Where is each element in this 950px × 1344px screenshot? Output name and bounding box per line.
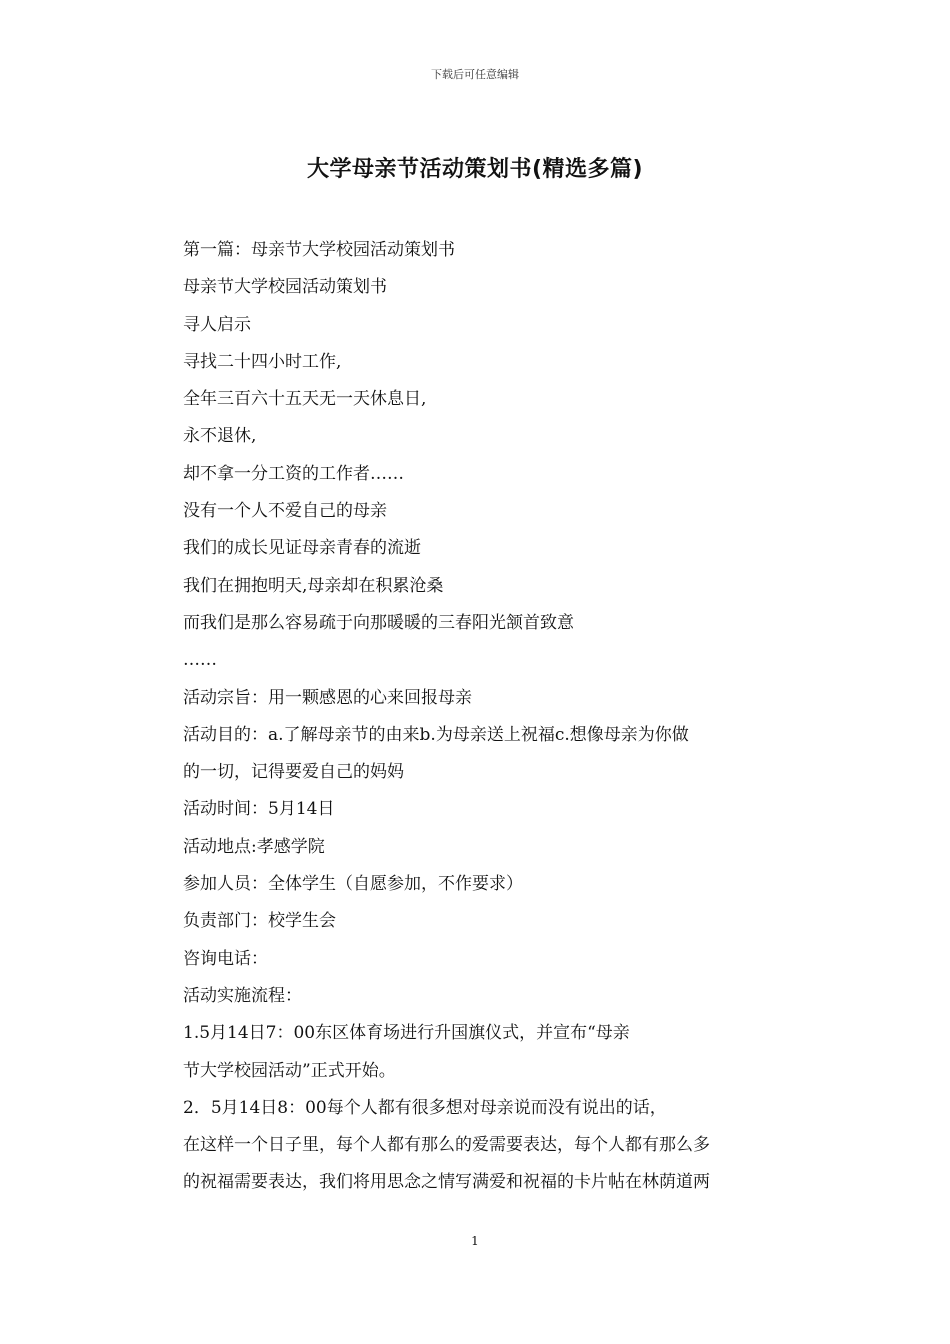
body-line: 活动地点:孝感学院	[183, 836, 325, 857]
body-line: 而我们是那么容易疏于向那暖暖的三春阳光颔首致意	[183, 612, 574, 633]
body-line: 活动目的：a.了解母亲节的由来b.为母亲送上祝福c.想像母亲为你做	[183, 724, 689, 745]
body-line: 第一篇：母亲节大学校园活动策划书	[183, 240, 455, 260]
body-line: 1.5月14日7：00东区体育场进行升国旗仪式，并宣布“母亲	[183, 1023, 630, 1044]
page-header-note: 下载后可任意编辑	[431, 68, 519, 81]
body-line: 2．5月14日8：00每个人都有很多想对母亲说而没有说出的话，	[183, 1097, 667, 1118]
body-line: 母亲节大学校园活动策划书	[183, 277, 387, 298]
body-line: 参加人员：全体学生（自愿参加，不作要求）	[183, 874, 523, 895]
body-line: ……	[183, 650, 217, 671]
body-line: 我们的成长见证母亲青春的流逝	[183, 538, 421, 559]
body-line: 的一切，记得要爱自己的妈妈	[183, 762, 404, 783]
body-line: 全年三百六十五天无一天休息日,	[183, 389, 427, 410]
body-line: 活动宗旨：用一颗感恩的心来回报母亲	[183, 687, 472, 708]
page-number: 1	[471, 1234, 479, 1248]
body-line: 咨询电话：	[183, 948, 268, 969]
body-line: 我们在拥抱明天,母亲却在积累沧桑	[183, 575, 444, 596]
body-line: 寻找二十四小时工作,	[183, 351, 342, 372]
document-title: 大学母亲节活动策划书(精选多篇)	[306, 157, 644, 182]
body-line: 却不拿一分工资的工作者……	[183, 463, 404, 484]
body-line: 活动实施流程：	[183, 985, 302, 1006]
body-line: 活动时间：5月14日	[183, 799, 335, 820]
body-line: 节大学校园活动”正式开始。	[183, 1060, 396, 1081]
document-body	[183, 232, 783, 1202]
body-line: 永不退休,	[183, 426, 257, 447]
body-line: 寻人启示	[183, 314, 251, 335]
body-line: 在这样一个日子里，每个人都有那么的爱需要表达，每个人都有那么多	[183, 1135, 710, 1156]
body-line: 的祝福需要表达，我们将用思念之情写满爱和祝福的卡片帖在林荫道两	[183, 1172, 710, 1193]
body-line: 负责部门：校学生会	[183, 911, 336, 932]
body-line: 没有一个人不爱自己的母亲	[183, 501, 387, 522]
